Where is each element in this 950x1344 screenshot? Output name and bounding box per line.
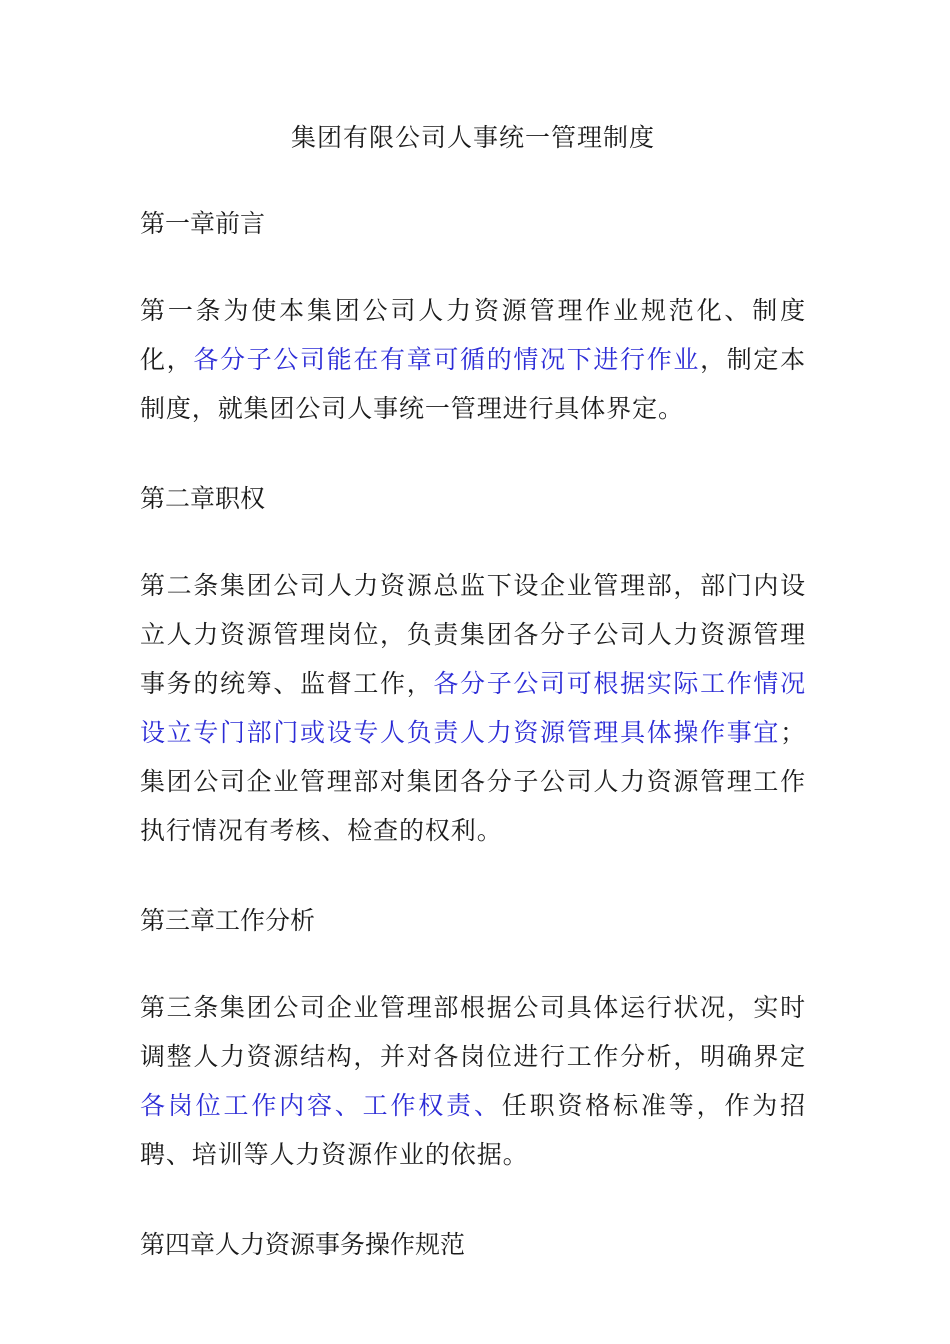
chapter-heading-2: 第二章职权	[140, 484, 266, 513]
highlighted-text-run: 各岗位工作内容、工作权责、	[140, 1091, 502, 1120]
text-run: ；集团公司企业管理部对集团各分子公司人力资源管理工作执行情况有考核、检查的权利。	[140, 718, 806, 845]
document-page	[140, 118, 806, 1307]
document-title: 集团有限公司人事统一管理制度	[290, 123, 655, 152]
text-run: 第二条集团公司人力资源总监下设企业管理部，部门内设立人力资源管理岗位，负责集团各分子公司人力资源管理事务的统筹、监督工作，	[140, 571, 806, 698]
chapter-heading-3: 第三章工作分析	[140, 906, 316, 935]
text-run: 第一条为使本集团公司人力资源管理作业规范化、制度化，	[140, 296, 806, 374]
chapter-heading-1: 第一章前言	[140, 209, 266, 238]
text-run: 第三条集团公司企业管理部根据公司具体运行状况，实时调整人力资源结构，并对各岗位进行工作分析，明确界定	[140, 993, 806, 1071]
article-paragraph-2	[140, 561, 806, 855]
chapter-heading-4: 第四章人力资源事务操作规范	[140, 1230, 466, 1259]
article-paragraph-1	[140, 286, 806, 433]
highlighted-text-run: 各分子公司可根据实际工作情况设立专门部门或设专人负责人力资源管理具体操作事宜	[140, 669, 806, 747]
article-paragraph-3	[140, 983, 806, 1179]
text-run: 任职资格标准等，作为招聘、培训等人力资源作业的依据。	[140, 1091, 806, 1169]
text-run: ，制定本制度，就集团公司人事统一管理进行具体界定。	[140, 345, 806, 423]
highlighted-text-run: 各分子公司能在有章可循的情况下进行作业	[193, 345, 701, 374]
